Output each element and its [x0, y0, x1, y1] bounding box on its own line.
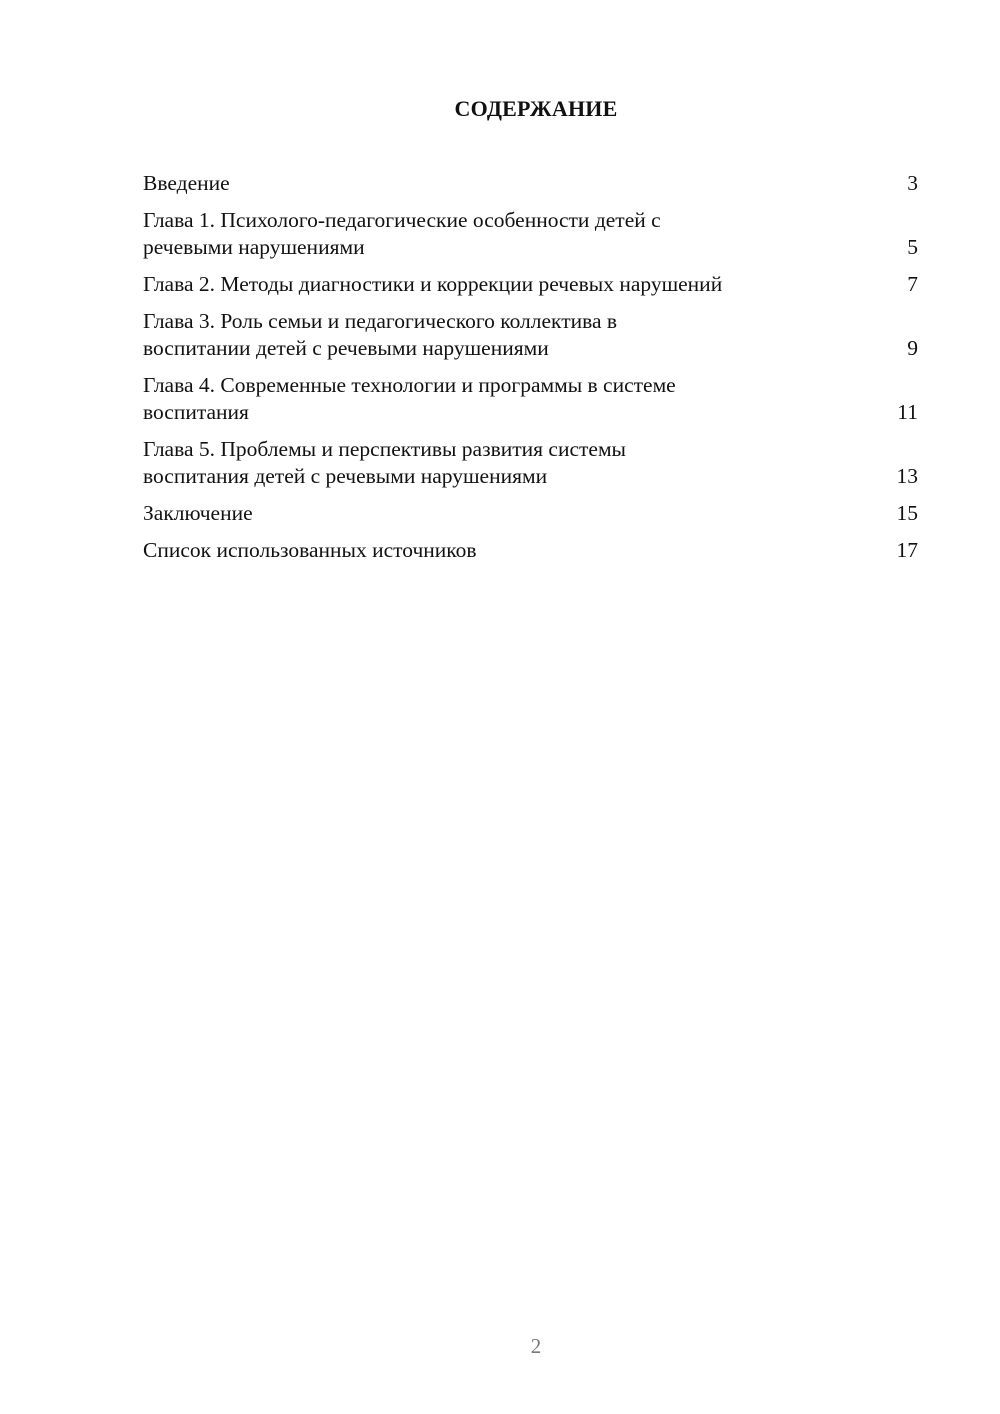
page-number: 2 [530, 1334, 542, 1358]
toc-entry-page: 5 [907, 235, 918, 259]
toc-entry-chapter-5 [143, 436, 918, 490]
toc-entry-title: Список использованных источников [143, 538, 477, 562]
toc-entry-conclusion [143, 500, 918, 527]
toc-entry-introduction [143, 170, 918, 197]
toc-entry-page: 9 [907, 336, 918, 360]
page-title: СОДЕРЖАНИЕ [454, 96, 618, 121]
toc-entry-title-line-2: воспитании детей с речевыми нарушениями [143, 336, 549, 360]
toc-entry-title-line-2: воспитания [143, 400, 249, 424]
toc-entry-title-line-1: Глава 3. Роль семьи и педагогического коллектива в [143, 309, 618, 333]
toc-entry-page: 11 [897, 400, 918, 424]
toc-entry-chapter-3 [143, 308, 918, 362]
toc-entry-title: Заключение [143, 501, 253, 525]
toc-entry-title-line-1: Глава 1. Психолого-педагогические особенности детей с [143, 208, 661, 232]
toc-entry-title: Глава 2. Методы диагностики и коррекции речевых нарушений [143, 272, 723, 296]
toc-entry-chapter-1 [143, 207, 918, 261]
toc-entry-page: 3 [907, 171, 918, 195]
toc-entry-references [143, 537, 918, 564]
toc-entry-page: 17 [896, 538, 918, 562]
toc-entry-chapter-4 [143, 372, 918, 426]
toc-entry-title-line-2: воспитания детей с речевыми нарушениями [143, 464, 548, 488]
toc-entry-title-line-2: речевыми нарушениями [143, 235, 365, 259]
toc-entry-title-line-1: Глава 5. Проблемы и перспективы развития системы [143, 437, 626, 461]
toc-entry-page: 15 [896, 501, 918, 525]
toc-entry-page: 13 [896, 464, 918, 488]
toc-entry-title-line-1: Глава 4. Современные технологии и программы в системе [143, 373, 676, 397]
toc-entry-chapter-2 [143, 271, 918, 298]
toc-entry-title: Введение [143, 171, 230, 195]
toc-entry-page: 7 [907, 272, 918, 296]
table-of-contents [143, 170, 918, 574]
